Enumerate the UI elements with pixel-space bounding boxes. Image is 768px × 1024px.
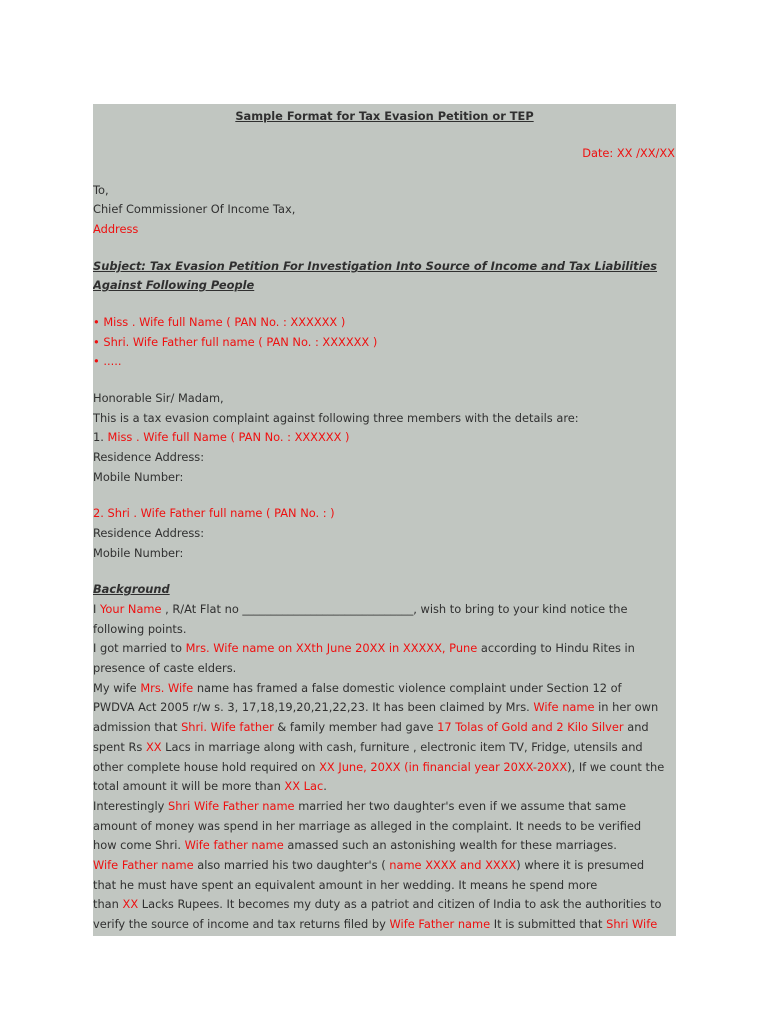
subject-line-2: Against Following People <box>93 278 255 292</box>
person-2-mobile: Mobile Number: <box>93 546 184 560</box>
bullet-item: • Miss . Wife full Name ( PAN No. : XXXXXX ) <box>93 315 346 329</box>
recipient-address: Address <box>93 222 139 236</box>
document-title: Sample Format for Tax Evasion Petition or TEP <box>235 109 534 123</box>
subject-line-1: Subject: Tax Evasion Petition For Investigation Into Source of Income and Tax Liabilities <box>93 259 658 273</box>
background-line: other complete house hold required on XX June, 20XX (in financial year 20XX-20XX), If we count the <box>93 760 665 774</box>
person-1-residence: Residence Address: <box>93 450 205 464</box>
background-line: admission that Shri. Wife father & family member had gave 17 Tolas of Gold and 2 Kilo Silver and <box>93 720 649 734</box>
person-2-name-line: 2. Shri . Wife Father full name ( PAN No. : ) <box>93 506 335 520</box>
bullet-item: • Shri. Wife Father full name ( PAN No. : XXXXXX ) <box>93 335 378 349</box>
background-line: verify the source of income and tax returns filed by Wife Father name It is submitted that Shri Wife <box>93 917 658 931</box>
background-line: Wife Father name also married his two daughter's ( name XXXX and XXXX) where it is presumed <box>93 858 645 872</box>
background-line: PWDVA Act 2005 r/w s. 3, 17,18,19,20,21,22,23. It has been claimed by Mrs. Wife name in her own <box>93 700 659 714</box>
background-line: amount of money was spend in her marriage as alleged in the complaint. It needs to be verified <box>93 819 642 833</box>
bullet-item: • ..... <box>93 354 122 368</box>
background-line: I Your Name , R/At Flat no ______________________________, wish to bring to your kind notice the <box>93 602 628 616</box>
background-line: than XX Lacks Rupees. It becomes my duty as a patriot and citizen of India to ask the authorities to <box>93 897 662 911</box>
background-line: My wife Mrs. Wife name has framed a false domestic violence complaint under Section 12 of <box>93 681 622 695</box>
intro-paragraph: This is a tax evasion complaint against following three members with the details are: <box>93 411 579 425</box>
document-date: Date: XX /XX/XX <box>582 146 675 160</box>
background-line: presence of caste elders. <box>93 661 237 675</box>
background-line: how come Shri. Wife father name amassed such an astonishing wealth for these marriages. <box>93 838 617 852</box>
to-label: To, <box>93 183 109 197</box>
salutation: Honorable Sir/ Madam, <box>93 391 224 405</box>
background-line: Interestingly Shri Wife Father name married her two daughter's even if we assume that same <box>93 799 626 813</box>
background-line: following points. <box>93 622 187 636</box>
background-line: I got married to Mrs. Wife name on XXth June 20XX in XXXXX, Pune according to Hindu Rites in <box>93 641 635 655</box>
background-heading: Background <box>93 582 170 596</box>
background-line: that he must have spent an equivalent amount in her wedding. It means he spend more <box>93 878 598 892</box>
document-page <box>93 104 676 936</box>
person-1-mobile: Mobile Number: <box>93 470 184 484</box>
recipient: Chief Commissioner Of Income Tax, <box>93 202 296 216</box>
background-line: spent Rs XX Lacs in marriage along with cash, furniture , electronic item TV, Fridge, utensils and <box>93 740 643 754</box>
person-1-name-line: 1. Miss . Wife full Name ( PAN No. : XXXXXX ) <box>93 430 350 444</box>
person-2-residence: Residence Address: <box>93 526 205 540</box>
background-line: total amount it will be more than XX Lac. <box>93 779 327 793</box>
